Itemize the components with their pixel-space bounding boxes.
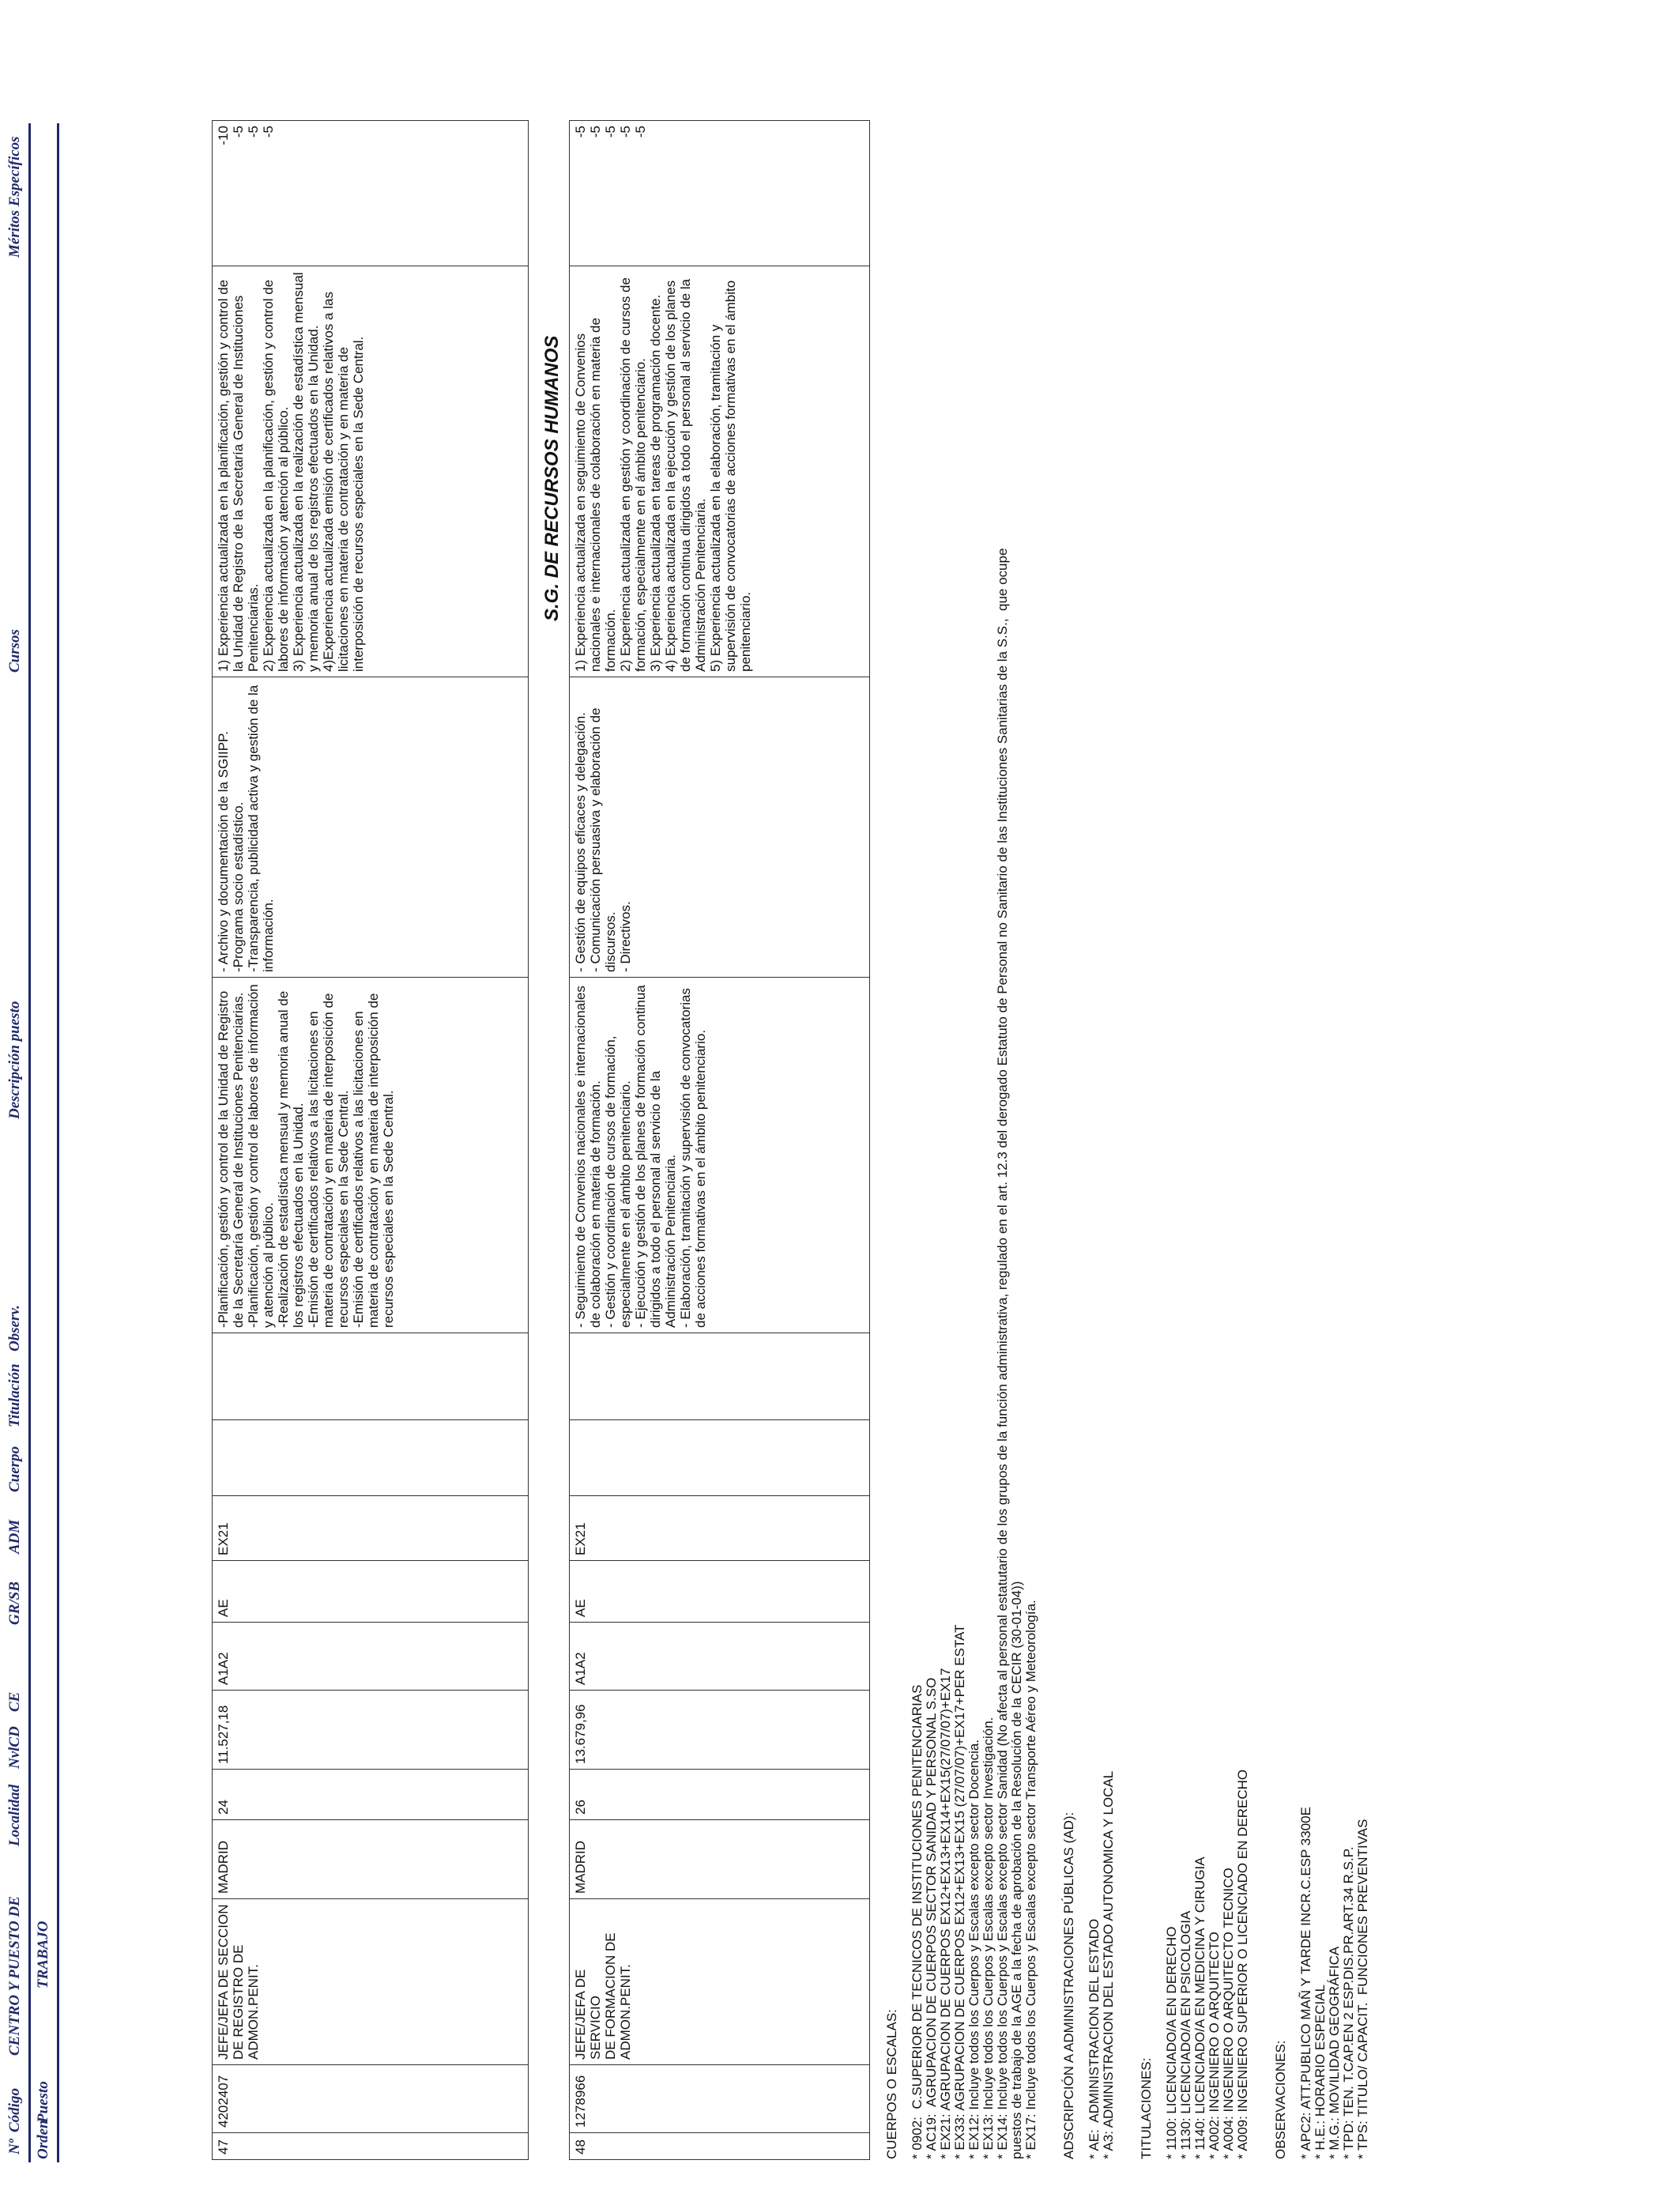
observaciones-item: * M.G.: MOVILIDAD GEOGRÁFICA <box>1327 1946 1342 2159</box>
cuerpos-item: * EX21: AGRUPACION DE CUERPOS EX12+EX13+EX14+EX15(27/07/07)+EX17 <box>938 1668 953 2159</box>
cell-grsb: A1A2 <box>213 1623 529 1691</box>
titulaciones-item: * 1100: LICENCIADO/A EN DERECHO <box>1164 1926 1179 2159</box>
cuerpos-item: * 0902: C.SUPERIOR DE TECNICOS DE INSTITUCIONES PENITENCIARIAS <box>910 1684 925 2159</box>
titulaciones-item: * 1130: LICENCIADO/A EN PSICOLOGIA <box>1178 1910 1193 2159</box>
header-meritos: Méritos Específicos <box>6 136 23 258</box>
cell-ce: 13.679,96 <box>570 1691 870 1770</box>
titulaciones-item: * A002: INGENIERO O ARQUITECTO <box>1207 1932 1222 2159</box>
header-titulacion: Titulación <box>6 1363 23 1427</box>
cell-cursos: - Gestión de equipos eficaces y delegación. - Comunicación persuasiva y elaboración de discursos. - Directivos. <box>570 677 870 978</box>
titulaciones-item: * A004: INGENIERO O ARQUITECTO TECNICO <box>1221 1868 1236 2159</box>
cell-titulacion <box>570 1420 870 1496</box>
header-puesto: Puesto <box>35 2081 51 2123</box>
header-codigo: Código <box>6 2088 23 2132</box>
cell-orden: 48 <box>570 2133 870 2160</box>
header-cuerpo: Cuerpo <box>6 1446 23 1492</box>
cuerpos-item: * AC19: AGRUPACION DE CUERPOS SECTOR SANIDAD Y PERSONAL S.SO <box>924 1677 939 2159</box>
cuerpos-item: * EX12: Incluye todos los Cuerpos y Escalas excepto sector Docencia. <box>966 1739 981 2159</box>
cell-orden: 47 <box>213 2133 529 2160</box>
cell-descripcion: -Planificación, gestión y control de la Unidad de Registro de la Secretaría General de Instituciones Penitenciarias. -Planificación, gestión y control de labores de información y atención al público. -Realización de estadística mensual y memoria anual de los registros efectuados en la Unidad. -Emisión de certificados relativos a las licitaciones en materia de contratación y en materia de interposición de recursos especiales en la Sede Central. -Emisión de certificados relativos a las licitaciones en materia de contratación y en materia de interposición de recursos especiales en la Sede Central. <box>213 978 529 1333</box>
cuerpos-item: puestos de trabajo de la AGE a la fecha de aprobación de la Resolución de la CECIR (30-01-04)) <box>1009 1581 1024 2159</box>
adscripcion-item: * AE: ADMINISTRACION DEL ESTADO <box>1087 1918 1102 2159</box>
cell-centro: JEFE/JEFA DE SECCION DE REGISTRO DE ADMON.PENIT. <box>213 1899 529 2065</box>
table-row-48 <box>569 120 870 2160</box>
header-rule-bottom <box>57 123 59 2162</box>
observaciones-item: * TPD: TEN. T.CAP.EN 2 ESP.DIS.PR.ART.34 R.S.P. <box>1341 1846 1356 2159</box>
cell-titulacion <box>213 1420 529 1496</box>
cell-observ <box>213 1333 529 1420</box>
column-header-bar <box>0 0 63 2194</box>
header-cursos: Cursos <box>6 629 23 673</box>
adscripcion-title: ADSCRIPCIÓN A ADMINISTRACIONES PÚBLICAS (AD): <box>1061 1811 1076 2159</box>
cell-codigo: 1278966 <box>570 2065 870 2133</box>
cuerpos-title: CUERPOS O ESCALAS: <box>884 2009 899 2159</box>
cell-cuerpo: EX21 <box>213 1496 529 1561</box>
cell-nvcd: 26 <box>570 1770 870 1820</box>
header-grsb: GR/SB <box>6 1581 23 1625</box>
header-ce: CE <box>6 1691 23 1712</box>
cell-cursos: - Archivo y documentación de la SGIIPP. -Programa socio estadístico. -Transparencia, publicidad activa y gestión de la información. <box>213 677 529 978</box>
header-centro: CENTRO Y PUESTO DE <box>6 1896 23 2056</box>
header-trabajo: TRABAJO <box>35 1921 51 1989</box>
cell-adm: AE <box>570 1561 870 1623</box>
cell-puntos: -10 -5 -5 -5 <box>213 121 529 266</box>
observaciones-item: * H.E.: HORARIO ESPECIAL <box>1313 1984 1328 2159</box>
section-title: S.G. DE RECURSOS HUMANOS <box>541 335 563 621</box>
cell-adm: AE <box>213 1561 529 1623</box>
legend-notes <box>885 136 1370 2159</box>
cell-ce: 11.527,18 <box>213 1691 529 1770</box>
header-observ: Observ. <box>6 1305 23 1351</box>
titulaciones-title: TITULACIONES: <box>1139 2057 1154 2159</box>
observaciones-item: * APC2: ATT.PUBLICO MAÑ Y TARDE INCR.C.ESP 3300E <box>1298 1807 1313 2159</box>
table-row-47 <box>212 120 529 2160</box>
header-descripcion: Descripción puesto <box>6 1001 23 1119</box>
cell-meritos: 1) Experiencia actualizada en la planificación, gestión y control de la Unidad de Registro de la Secretaría General de Instituciones Penitenciarias. 2) Experiencia actualizada en la planificación, gestión y control de labores de información y atención al público. 3) Experiencia actualizada en la realización de estadística mensual y memoria anual de los registros efectuados en la Unidad. 4)Experiencia actualizada emisión de certificados relativos a las licitaciones en materia de contratación y en materia de interposición de recursos especiales en la Sede Central. <box>213 266 529 677</box>
adscripcion-item: * A3: ADMINISTRACION DEL ESTADO AUTONOMICA Y LOCAL <box>1101 1770 1116 2159</box>
cell-localidad: MADRID <box>213 1820 529 1899</box>
header-adm: ADM <box>6 1519 23 1554</box>
cell-centro: JEFE/JEFA DE SERVICIO DE FORMACION DE ADMON.PENIT. <box>570 1899 870 2065</box>
header-nvcd: NvlCD <box>6 1726 23 1769</box>
titulaciones-item: * 1140: LICENCIADO/A EN MEDICINA Y CIRUGIA <box>1192 1857 1207 2159</box>
cell-nvcd: 24 <box>213 1770 529 1820</box>
cuerpos-item: * EX17: Incluye todos los Cuerpos y Escalas excepto sector Transporte Aéreo y Meteorología. <box>1023 1600 1038 2159</box>
cell-observ <box>570 1333 870 1420</box>
observaciones-item: * TPS: TITULO/ CAPACIT. FUNCIONES PREVENTIVAS <box>1355 1819 1370 2159</box>
cell-grsb: A1A2 <box>570 1623 870 1691</box>
cell-puntos: -5 -5 -5 -5 -5 <box>570 121 870 266</box>
cuerpos-item: * EX13: Incluye todos los Cuerpos y Escalas excepto sector Investigación. <box>981 1717 996 2159</box>
titulaciones-item: * A009: INGENIERO SUPERIOR O LICENCIADO EN DERECHO <box>1235 1769 1250 2159</box>
cuerpos-item: * EX14: Incluye todos los Cuerpos y Escalas excepto sector Sanidad (No afecta al personal estatutario de los grupos de la función administrativa, regulado en el art. 12.3 del derogado Estatuto de Personal no Sanitario de las Instituciones Sanitarias de la S.S., que ocupe <box>995 548 1010 2159</box>
observaciones-title: OBSERVACIONES: <box>1273 2040 1288 2159</box>
cell-meritos: 1) Experiencia actualizada en seguimiento de Convenios nacionales e internacionales de colaboración en materia de formación. 2) Experiencia actualizada en gestión y coordinación de cursos de formación, especialmente en el ámbito penitenciario. 3) Experiencia actualizada en tareas de programación docente. 4) Experiencia actualizada en la ejecución y gestión de los planes de formación continua dirigidos a todo el personal al servicio de la Administración Penitenciaria. 5) Experiencia actualizada en la elaboración, tramitación y supervisión de convocatorias de acciones formativas en el ámbito penitenciario. <box>570 266 870 677</box>
header-localidad: Localidad <box>6 1784 23 1846</box>
cell-descripcion: - Seguimiento de Convenios nacionales e internacionales de colaboración en materia de formación. - Gestión y coordinación de cursos de formación, especialmente en el ámbito penitenciario. - Ejecución y gestión de los planes de formación continua dirigidos a todo el personal al servicio de la Administración Penitenciaria. - Elaboración, tramitación y supervisión de convocatorias de acciones formativas en el ámbito penitenciario. <box>570 978 870 1333</box>
header-rule-top <box>28 123 31 2162</box>
cuerpos-item: * EX33: AGRUPACION DE CUERPOS EX12+EX13+EX15 (27/07/07)+EX17+PER ESTAT <box>952 1624 967 2159</box>
header-orden: Orden <box>35 2120 51 2159</box>
header-n: Nº <box>6 2139 23 2154</box>
cell-localidad: MADRID <box>570 1820 870 1899</box>
cell-cuerpo: EX21 <box>570 1496 870 1561</box>
cell-codigo: 4202407 <box>213 2065 529 2133</box>
